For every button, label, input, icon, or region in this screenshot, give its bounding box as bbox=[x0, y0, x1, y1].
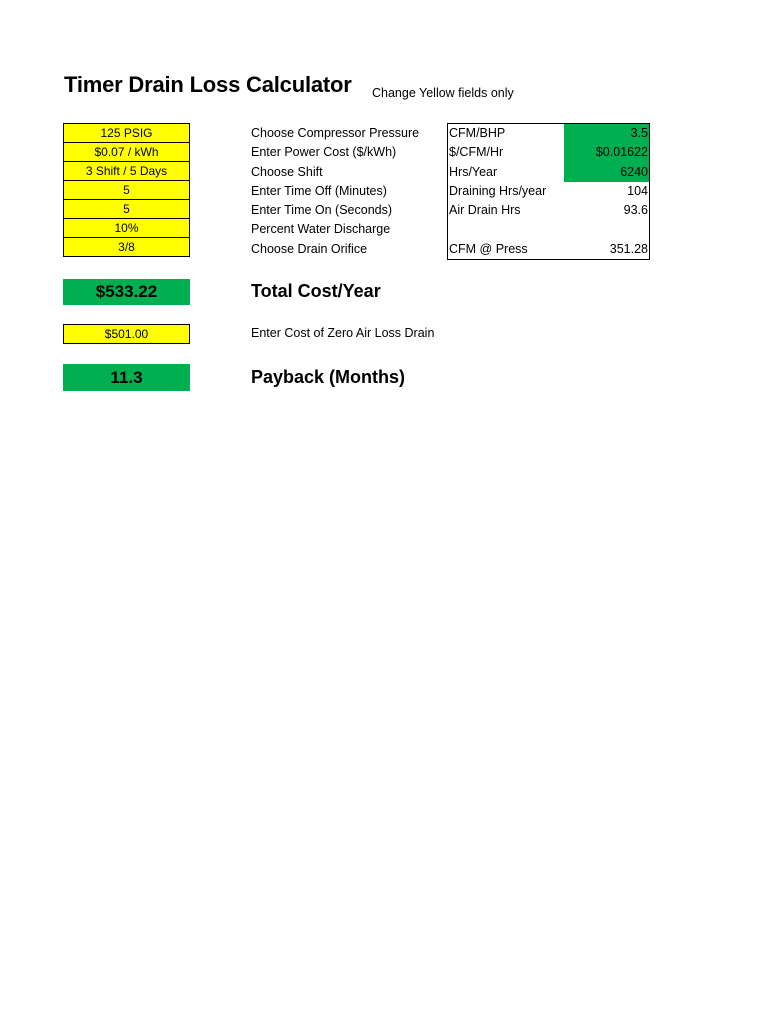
zero-loss-drain-cost-label: Enter Cost of Zero Air Loss Drain bbox=[251, 326, 435, 340]
power-cost-label: Enter Power Cost ($/kWh) bbox=[251, 145, 397, 160]
instruction-text: Change Yellow fields only bbox=[372, 86, 514, 100]
table-row bbox=[448, 220, 649, 239]
reference-table bbox=[447, 123, 650, 260]
time-on-input[interactable]: 5 bbox=[63, 199, 190, 219]
payback-result: 11.3 bbox=[63, 364, 190, 391]
water-discharge-label: Percent Water Discharge bbox=[251, 222, 391, 237]
compressor-pressure-label: Choose Compressor Pressure bbox=[251, 126, 420, 140]
empty-value bbox=[564, 220, 649, 239]
cfm-at-press-value: 351.28 bbox=[609, 241, 648, 256]
shift-label: Choose Shift bbox=[251, 164, 323, 179]
zero-loss-drain-cost-input[interactable]: $501.00 bbox=[63, 324, 190, 344]
air-drain-hrs-label: Air Drain Hrs bbox=[449, 203, 521, 218]
power-cost-input[interactable]: $0.07 / kWh bbox=[63, 142, 190, 162]
time-on-label: Enter Time On (Seconds) bbox=[251, 203, 393, 218]
compressor-pressure-input[interactable]: 125 PSIG bbox=[63, 123, 190, 143]
draining-hrs-label: Draining Hrs/year bbox=[449, 183, 547, 198]
input-column bbox=[63, 123, 190, 257]
page-title: Timer Drain Loss Calculator bbox=[64, 72, 352, 97]
table-row bbox=[448, 182, 649, 201]
empty-label bbox=[448, 220, 564, 239]
table-row bbox=[448, 143, 649, 162]
table-row bbox=[448, 124, 649, 143]
draining-hrs-value: 104 bbox=[627, 183, 648, 198]
time-off-input[interactable]: 5 bbox=[63, 180, 190, 200]
cfm-at-press-label: CFM @ Press bbox=[449, 241, 528, 256]
water-discharge-input[interactable]: 10% bbox=[63, 218, 190, 238]
input-labels bbox=[251, 124, 419, 259]
table-row bbox=[448, 163, 649, 182]
total-cost-label: Total Cost/Year bbox=[251, 281, 381, 301]
cfm-bhp-label: CFM/BHP bbox=[449, 126, 506, 140]
time-off-label: Enter Time Off (Minutes) bbox=[251, 183, 387, 198]
drain-orifice-input[interactable]: 3/8 bbox=[63, 237, 190, 257]
hrs-year-label: Hrs/Year bbox=[449, 164, 498, 179]
drain-orifice-label: Choose Drain Orifice bbox=[251, 241, 368, 256]
cost-per-cfm-value: $0.01622 bbox=[564, 143, 649, 162]
cfm-bhp-value: 3.5 bbox=[564, 124, 649, 143]
payback-label: Payback (Months) bbox=[251, 367, 406, 387]
shift-input[interactable]: 3 Shift / 5 Days bbox=[63, 161, 190, 181]
total-cost-result: $533.22 bbox=[63, 279, 190, 305]
air-drain-hrs-value: 93.6 bbox=[623, 203, 648, 218]
table-row bbox=[448, 240, 649, 259]
hrs-year-value: 6240 bbox=[564, 163, 649, 182]
cost-per-cfm-label: $/CFM/Hr bbox=[449, 145, 504, 160]
table-row bbox=[448, 201, 649, 220]
